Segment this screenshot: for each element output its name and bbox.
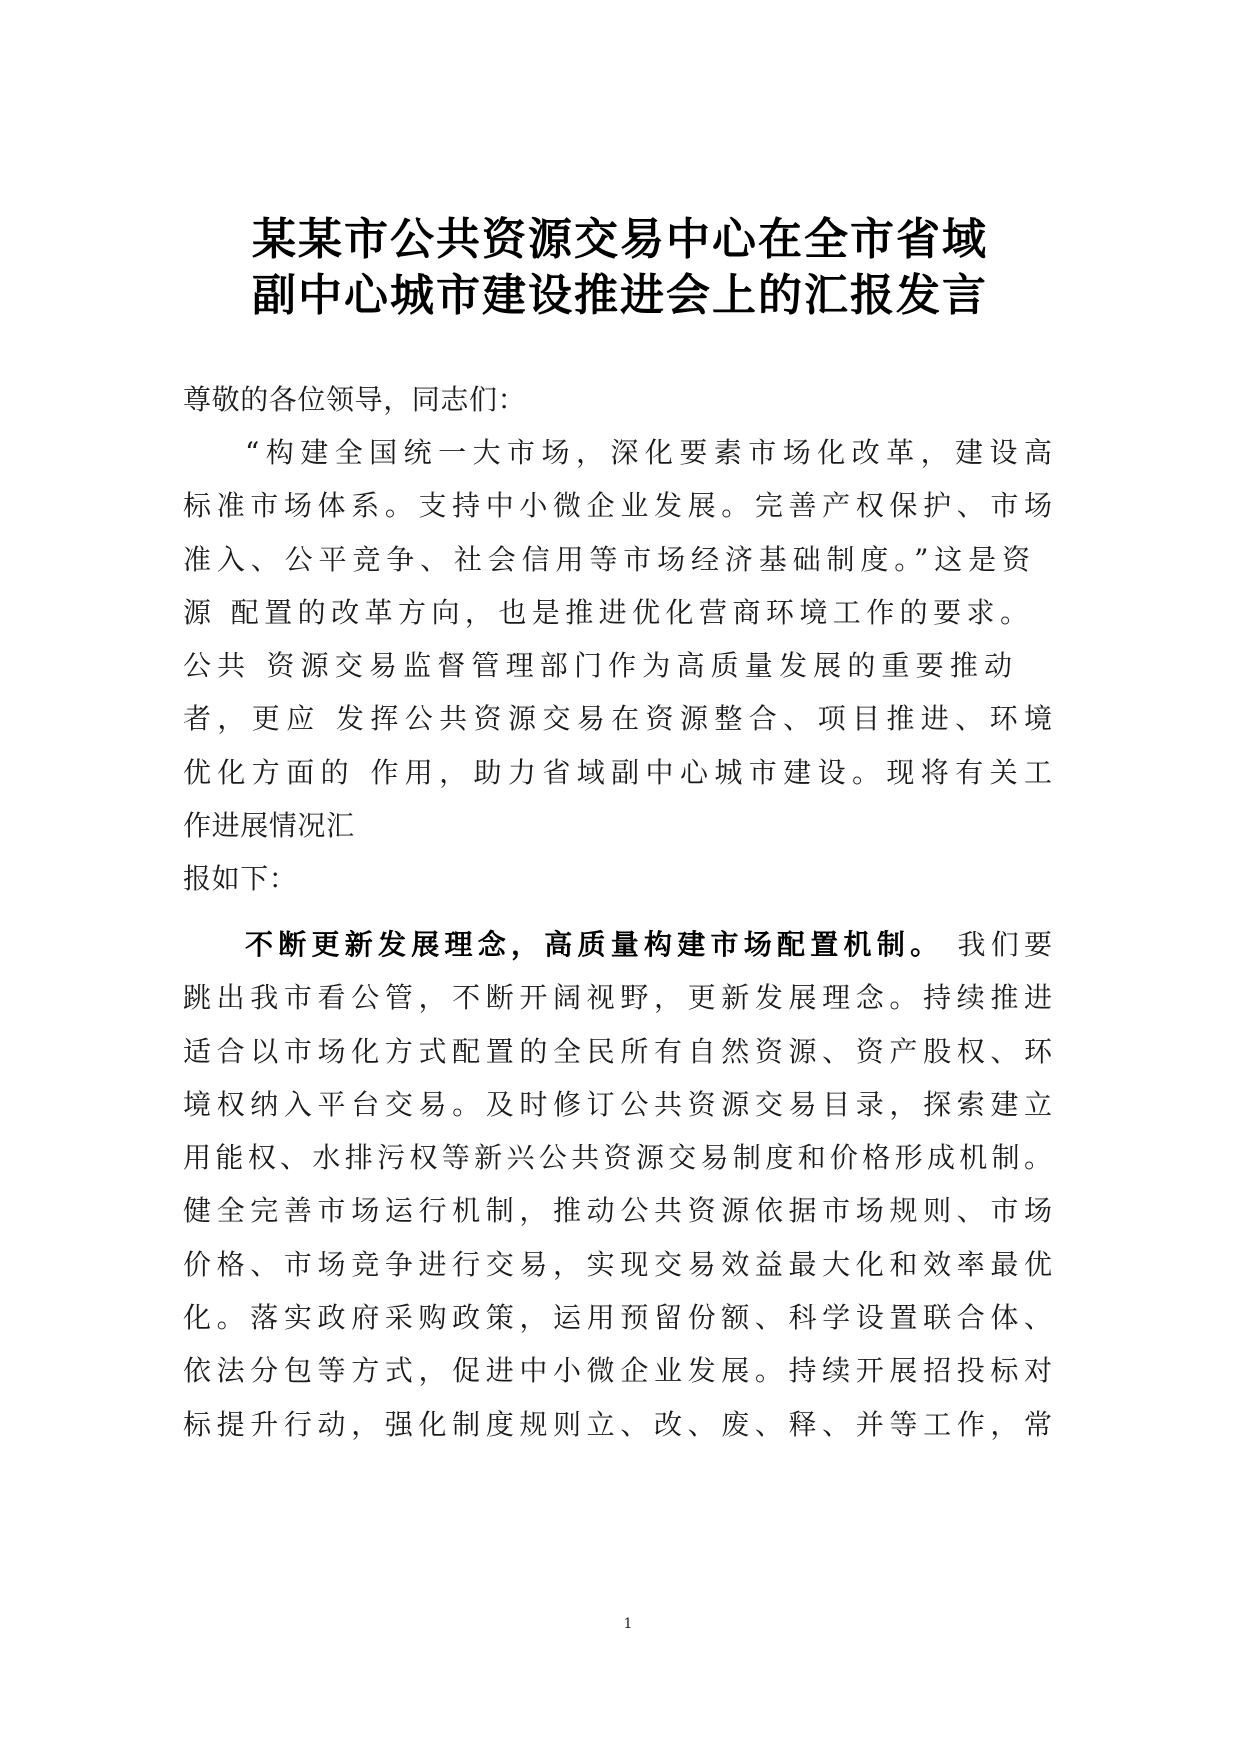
paragraph-line: 者，更应 发挥公共资源交易在资源整合、项目推进、环境 — [183, 702, 1052, 736]
paragraph-lead-text: 我们要 — [943, 928, 1052, 961]
paragraph-line: 依法分包等方式，促进中小微企业发展。持续开展招投标对 — [183, 1354, 1052, 1388]
paragraph-line: 作进展情况汇 — [183, 809, 355, 843]
paragraph-line: 标提升行动，强化制度规则立、改、废、释、并等工作，常 — [183, 1407, 1052, 1441]
paragraph-line: 化。落实政府采购政策，运用预留份额、科学设置联合体、 — [183, 1301, 1052, 1335]
paragraph-line: 标准市场体系。支持中小微企业发展。完善产权保护、市场 — [183, 489, 1052, 523]
paragraph-line: 公共 资源交易监督管理部门作为高质量发展的重要推动 — [183, 649, 1012, 683]
page-number: 1 — [623, 1616, 633, 1632]
paragraph-line: 境权纳入平台交易。及时修订公共资源交易目录，探索建立 — [183, 1087, 1052, 1121]
paragraph-line: 价格、市场竞争进行交易，实现交易效益最大化和效率最优 — [183, 1247, 1052, 1281]
paragraph-line: 跳出我市看公管，不断开阔视野，更新发展理念。持续推进 — [183, 981, 1052, 1015]
paragraph-1 — [183, 426, 1052, 906]
paragraph-line: 优化方面的 作用，助力省域副中心城市建设。现将有关工 — [183, 755, 1052, 789]
paragraph-2 — [183, 918, 1052, 1451]
paragraph-first-line — [183, 918, 1052, 971]
document-title-line: 副中心城市建设推进会上的汇报发言 — [252, 270, 988, 321]
paragraph-line: 用能权、水排污权等新兴公共资源交易制度和价格形成机制。 — [183, 1141, 1052, 1175]
document-title-line: 某某市公共资源交易中心在全市省域 — [252, 214, 988, 265]
paragraph-lead-heading: 不断更新发展理念，高质量构建市场配置机制。 — [245, 928, 944, 961]
paragraph-line: “构建全国统一大市场，深化要素市场化改革，建设高 — [245, 436, 1052, 469]
paragraph-line: 报如下： — [183, 862, 298, 896]
document-title — [0, 212, 1240, 324]
paragraph-line: 适合以市场化方式配置的全民所有自然资源、资产股权、环 — [183, 1034, 1052, 1068]
paragraph-line: 健全完善市场运行机制，推动公共资源依据市场规则、市场 — [183, 1194, 1052, 1228]
paragraph-line: 源 配置的改革方向，也是推进优化营商环境工作的要求。 — [183, 595, 1028, 629]
paragraph-line: 准入、公平竞争、社会信用等市场经济基础制度。”这是资 — [183, 542, 1030, 576]
salutation: 尊敬的各位领导，同志们： — [183, 383, 527, 416]
